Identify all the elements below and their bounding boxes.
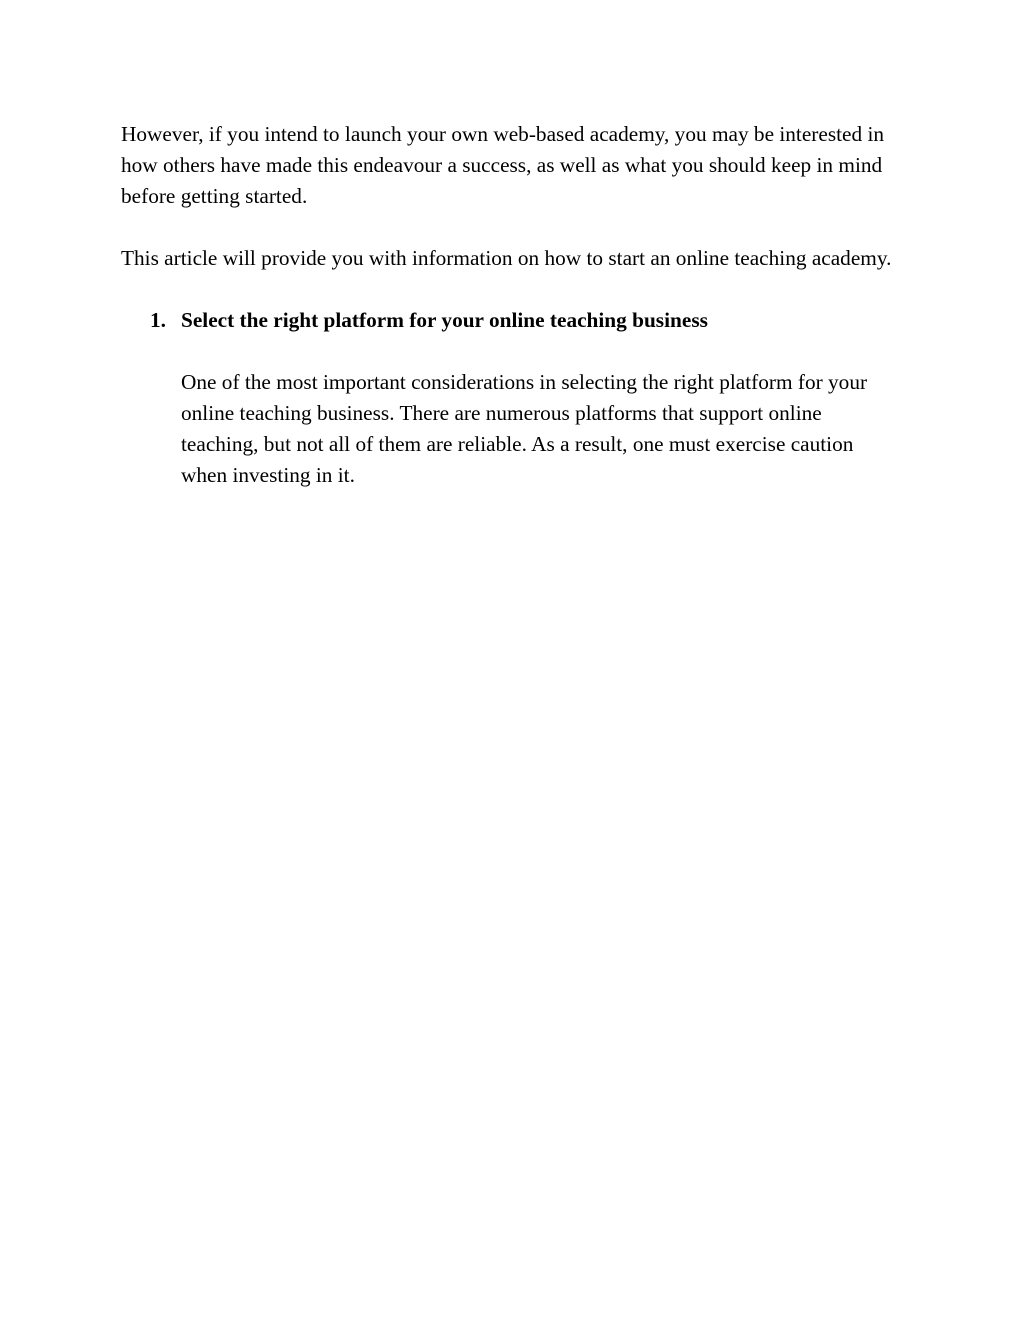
numbered-list <box>121 305 901 491</box>
list-item <box>121 305 901 491</box>
article-purpose-paragraph: This article will provide you with information on how to start an online teaching academy. <box>121 246 892 270</box>
list-item-heading: Select the right platform for your online teaching business <box>181 308 708 332</box>
document-body <box>121 119 901 491</box>
intro-paragraph: However, if you intend to launch your own web-based academy, you may be interested in how others have made this endeavour a success, as well as what you should keep in mind before getting started. <box>121 122 885 208</box>
list-item-body: One of the most important considerations in selecting the right platform for your online teaching business. There are numerous platforms that support online teaching, but not all of them are reliable. As a result, one must exercise caution when investing in it. <box>181 370 868 487</box>
list-item-number: 1. <box>150 308 166 332</box>
